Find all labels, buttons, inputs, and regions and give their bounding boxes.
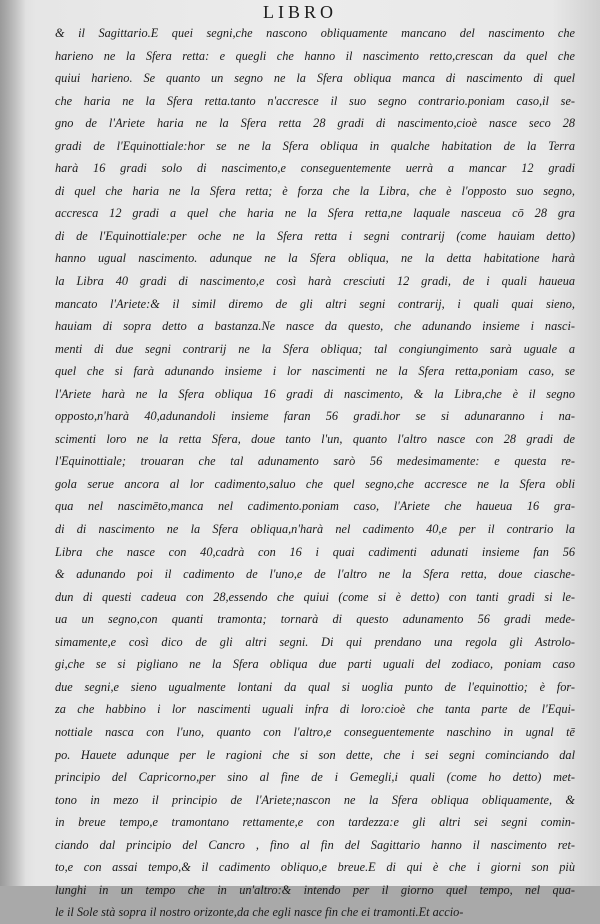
binding-shadow — [0, 0, 26, 886]
running-header: LIBRO — [263, 2, 337, 22]
text-line: ciando dal principio del Cancro , fino al fin del Sagittario hanno il nascimento ret- — [55, 837, 575, 852]
text-line: Libra che nasce con 40,cadrà con 16 i quai cadimenti adunati insieme fan 56 — [55, 544, 575, 559]
text-line: gi,che se si pigliano ne la Sfera obliqua due parti uguali del zodiaco, poniam caso — [55, 657, 575, 672]
text-line: le il Sole stà sopra il nostro orizonte,da che egli nasce fin che ei tramonti.Et accio- — [55, 905, 464, 920]
text-line: hauiam di sopra detto a bastanza.Ne nasce da questo, che adunando insieme i nasci- — [55, 319, 575, 334]
text-line: opposto,n'harà 40,adunandoli insieme faran 56 gradi.hor se si adunaranno i na- — [55, 409, 575, 424]
text-line: quiui harieno. Se quanto un segno ne la Sfera obliqua manca di nascimento di quel — [55, 71, 575, 86]
text-line: dun di questi cadeua con 28,essendo che quiui (come si è detto) con tanti gradi si le- — [55, 589, 575, 604]
text-line: to,e con assai tempo,& il cadimento obliquo,e breue.E di qui è che i giorni son più — [55, 860, 575, 875]
text-line: harieno ne la Sfera retta: e quegli che hanno il nascimento retto,crescan da quel che — [55, 48, 575, 63]
text-line: di de l'Equinottiale:per oche ne la Sfera retta i segni contrarij (come hauiam detto) — [55, 228, 575, 243]
text-line: scimenti loro ne la retta Sfera, doue tanto l'un, quanto l'altro nasce con 28 gradi de — [55, 431, 575, 446]
body-text — [55, 22, 575, 924]
text-line: gola serue ancora al lor cadimento,saluo che quel segno,che accresce ne la Sfera obli — [55, 476, 575, 491]
text-line: menti di due segni contrarij ne la Sfera obliqua; tal congiungimento sarà uguale a — [55, 341, 575, 356]
text-line: & il Sagittario.E quei segni,che nascono obliquamente mancano del nascimento che — [55, 26, 575, 40]
text-line: nottiale nasca con l'uno, quanto con l'altro,e conseguentemente naschino in ugnal tē — [55, 724, 575, 739]
text-line: ua un segno,con quanti tramonta; tornarà di questo adunamento 56 gradi mede- — [55, 612, 575, 627]
text-line: gradi de l'Equinottiale:hor se ne la Sfera obliqua in qualche habitation de la Terra — [55, 138, 575, 153]
text-line: tono in mezo il principio de l'Ariete;nascon ne la Sfera obliqua obliquamente, & — [55, 792, 575, 807]
text-line: simamente,e così dico de gli altri segni. Di qui prendano una regola gli Astrolo- — [55, 634, 575, 649]
text-line: qua nel nascimēto,manca nel cadimento.poniam caso, l'Ariete che haueua 16 gra- — [55, 499, 575, 514]
text-line: po. Hauete adunque per le ragioni che si son dette, che i sei segni cominciando dal — [55, 747, 575, 762]
text-line: mancato l'Ariete:& il simil diremo de gli altri segni contrarij, i quali quai sieno, — [55, 296, 575, 311]
text-line: za che habbino i lor nascimenti uguali infra di loro:cioè che tanta parte de l'Equi- — [55, 702, 575, 717]
text-line: di quel che haria ne la Sfera retta; è forza che la Libra, che è l'opposto suo segno, — [55, 183, 575, 198]
text-line: harà 16 gradi solo di nascimento,e conseguentemente uerrà a mancar 12 gradi — [55, 161, 575, 176]
text-line: l'Ariete harà ne la Sfera obliqua 16 gradi di nascimento, & la Libra,che è il segno — [55, 386, 575, 401]
text-line: che haria ne la Sfera retta.tanto n'accresce il suo segno contrario.poniam caso,il se- — [55, 93, 575, 108]
text-line: hanno ugual nascimento. adunque ne la Sfera obliqua, ne la detta habitatione harà — [55, 251, 575, 266]
text-line: quel che si farà adunando insieme i lor nascimenti ne la Sfera retta,poniam caso, se — [55, 364, 575, 379]
text-line: principio del Capricorno,per sino al fine de i Gemegli,i quali (come ho detto) met- — [55, 770, 575, 785]
text-line: & adunando poi il cadimento de l'uno,e de l'altro ne la Sfera retta, doue ciasche- — [55, 567, 575, 582]
text-line: l'Equinottiale; trouaran che tal adunamento sarò 56 medesimamente: e questa re- — [55, 454, 575, 469]
text-line: lunghi in un tempo che in un'altro:& intendo per il giorno quel tempo, nel qua- — [55, 882, 575, 897]
text-line: in breue tempo,e tramontano rettamente,e con tardezza:e gli altri sei segni comin- — [55, 815, 575, 830]
text-line: gno de l'Ariete haria ne la Sfera retta 28 gradi di nascimento,cioè nasce seco 28 — [55, 116, 575, 131]
text-line: due segni,e sieno ugualmente lontani da qual si uoglia punto de l'equinottio; è for- — [55, 679, 575, 694]
text-line: di di nascimento ne la Sfera obliqua,n'harà nel cadimento 40,e per il contrario la — [55, 522, 575, 537]
text-line: accresca 12 gradi a quel che haria ne la Sfera retta,ne laquale nasceua cō 28 gra — [55, 206, 575, 221]
text-line: la Libra 40 gradi di nascimento,e così harà cresciuti 12 gradi, de i quali haueua — [55, 274, 575, 289]
